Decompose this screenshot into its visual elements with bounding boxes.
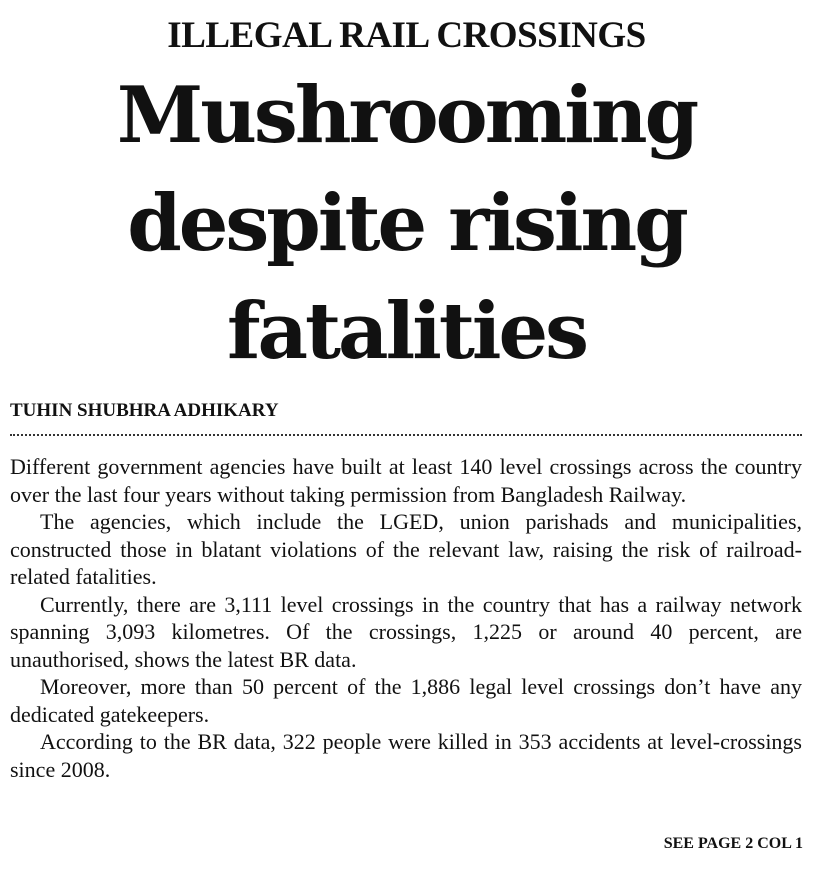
dotted-divider <box>10 434 802 436</box>
article-body <box>10 453 802 783</box>
body-paragraph-1: Different government agencies have built at least 140 level crossings across the country over the last four years without taking permission from Bangladesh Railway. <box>10 454 802 507</box>
article-headline <box>0 62 813 386</box>
article-kicker: ILLEGAL RAIL CROSSINGS <box>167 15 646 56</box>
body-paragraph-4: Moreover, more than 50 percent of the 1,886 legal level crossings don’t have any dedicated gatekeepers. <box>10 674 802 727</box>
headline-line-1: Mushrooming <box>116 70 697 161</box>
body-paragraph-5: According to the BR data, 322 people were killed in 353 accidents at level-crossings since 2008. <box>10 729 802 782</box>
body-paragraph-2: The agencies, which include the LGED, union parishads and municipalities, constructed those in blatant violations of the relevant law, raising the risk of railroad-related fatalities. <box>10 509 802 589</box>
headline-line-3: fatalities <box>226 286 587 377</box>
headline-line-2: despite rising <box>127 178 686 269</box>
body-paragraph-3: Currently, there are 3,111 level crossings in the country that has a railway network spanning 3,093 kilometres. Of the crossings, 1,225 or around 40 percent, are unauthorised, shows the latest BR data. <box>10 591 802 672</box>
article-byline: TUHIN SHUBHRA ADHIKARY <box>10 400 279 421</box>
continuation-note: SEE PAGE 2 COL 1 <box>663 835 803 852</box>
